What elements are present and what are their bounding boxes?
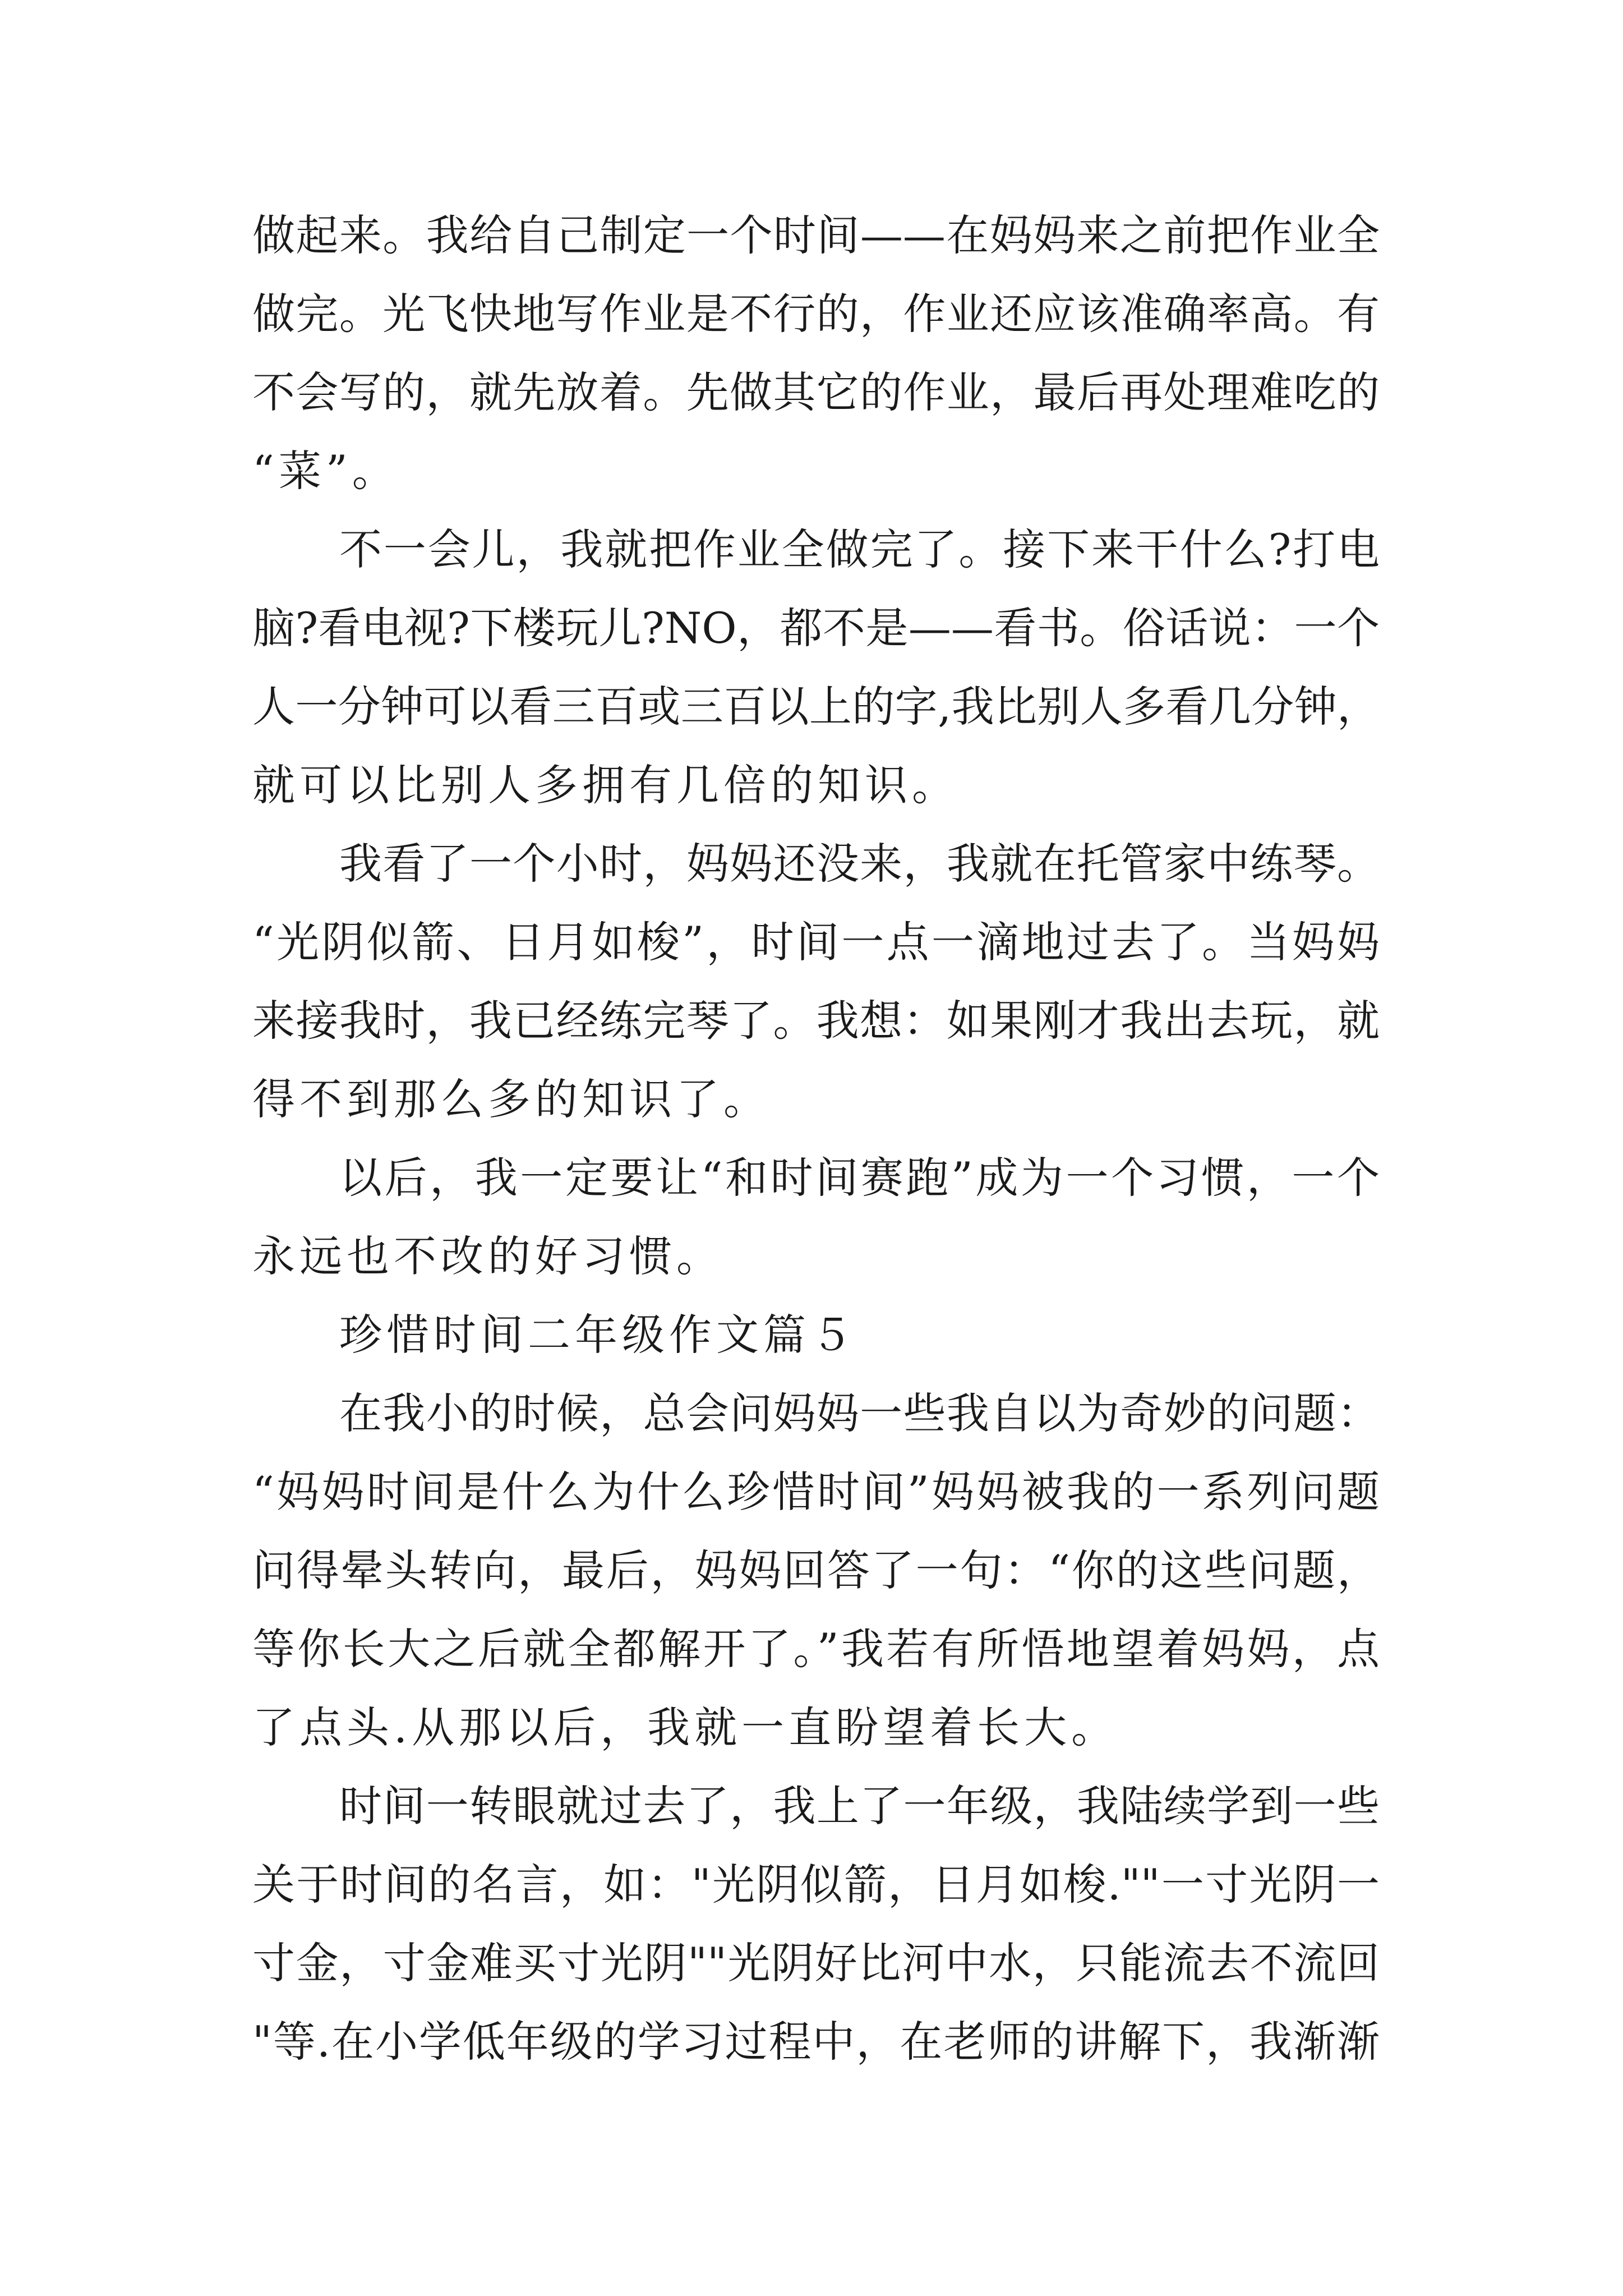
paragraph-5-line-5: 了点头.从那以后，我就一直盼望着长大。 (252, 1703, 1119, 1752)
paragraph-6-line-2: 关于时间的名言，如："光阴似箭，日月如梭.""一寸光阴一 (252, 1860, 1380, 1910)
paragraph-2-line-4: 就可以比别人多拥有几倍的知识。 (252, 760, 959, 810)
text-line-3: 不会写的，就先放着。先做其它的作业，最后再处理难吃的 (252, 367, 1380, 417)
paragraph-4-line-1: 以后，我一定要让“和时间赛跑”成为一个习惯，一个 (339, 1153, 1380, 1203)
text-line-1: 做起来。我给自己制定一个时间——在妈妈来之前把作业全 (252, 210, 1380, 260)
paragraph-2-line-2: 脑?看电视?下楼玩儿?NO，都不是——看书。俗话说：一个 (252, 603, 1380, 653)
text-line-4: “菜”。 (252, 446, 399, 496)
paragraph-6-line-4: "等.在小学低年级的学习过程中，在老师的讲解下，我渐渐 (252, 2017, 1380, 2067)
paragraph-3-line-1: 我看了一个小时，妈妈还没来，我就在托管家中练琴。 (339, 839, 1380, 889)
paragraph-4-line-2: 永远也不改的好习惯。 (252, 1231, 723, 1281)
text-line-2: 做完。光飞快地写作业是不行的，作业还应该准确率高。有 (252, 289, 1380, 339)
paragraph-3-line-4: 得不到那么多的知识了。 (252, 1074, 771, 1124)
paragraph-5-line-2: “妈妈时间是什么为什么珍惜时间”妈妈被我的一系列问题 (252, 1467, 1380, 1517)
paragraph-3-line-3: 来接我时，我已经练完琴了。我想：如果刚才我出去玩，就 (252, 996, 1380, 1046)
paragraph-5-line-3: 问得晕头转向，最后，妈妈回答了一句：“你的这些问题， (252, 1545, 1380, 1595)
paragraph-5-line-4: 等你长大之后就全都解开了。”我若有所悟地望着妈妈，点 (252, 1624, 1380, 1674)
paragraph-3-line-2: “光阴似箭、日月如梭”，时间一点一滴地过去了。当妈妈 (252, 917, 1380, 967)
paragraph-2-line-1: 不一会儿，我就把作业全做完了。接下来干什么?打电 (339, 524, 1380, 574)
paragraph-5-line-1: 在我小的时候，总会问妈妈一些我自以为奇妙的问题： (339, 1388, 1380, 1438)
paragraph-6-line-1: 时间一转眼就过去了，我上了一年级，我陆续学到一些 (339, 1781, 1380, 1831)
paragraph-2-line-3: 人一分钟可以看三百或三百以上的字,我比别人多看几分钟， (252, 682, 1380, 731)
paragraph-6-line-3: 寸金，寸金难买寸光阴""光阴好比河中水，只能流去不流回 (252, 1938, 1380, 1988)
section-heading: 珍惜时间二年级作文篇５ (339, 1310, 857, 1360)
